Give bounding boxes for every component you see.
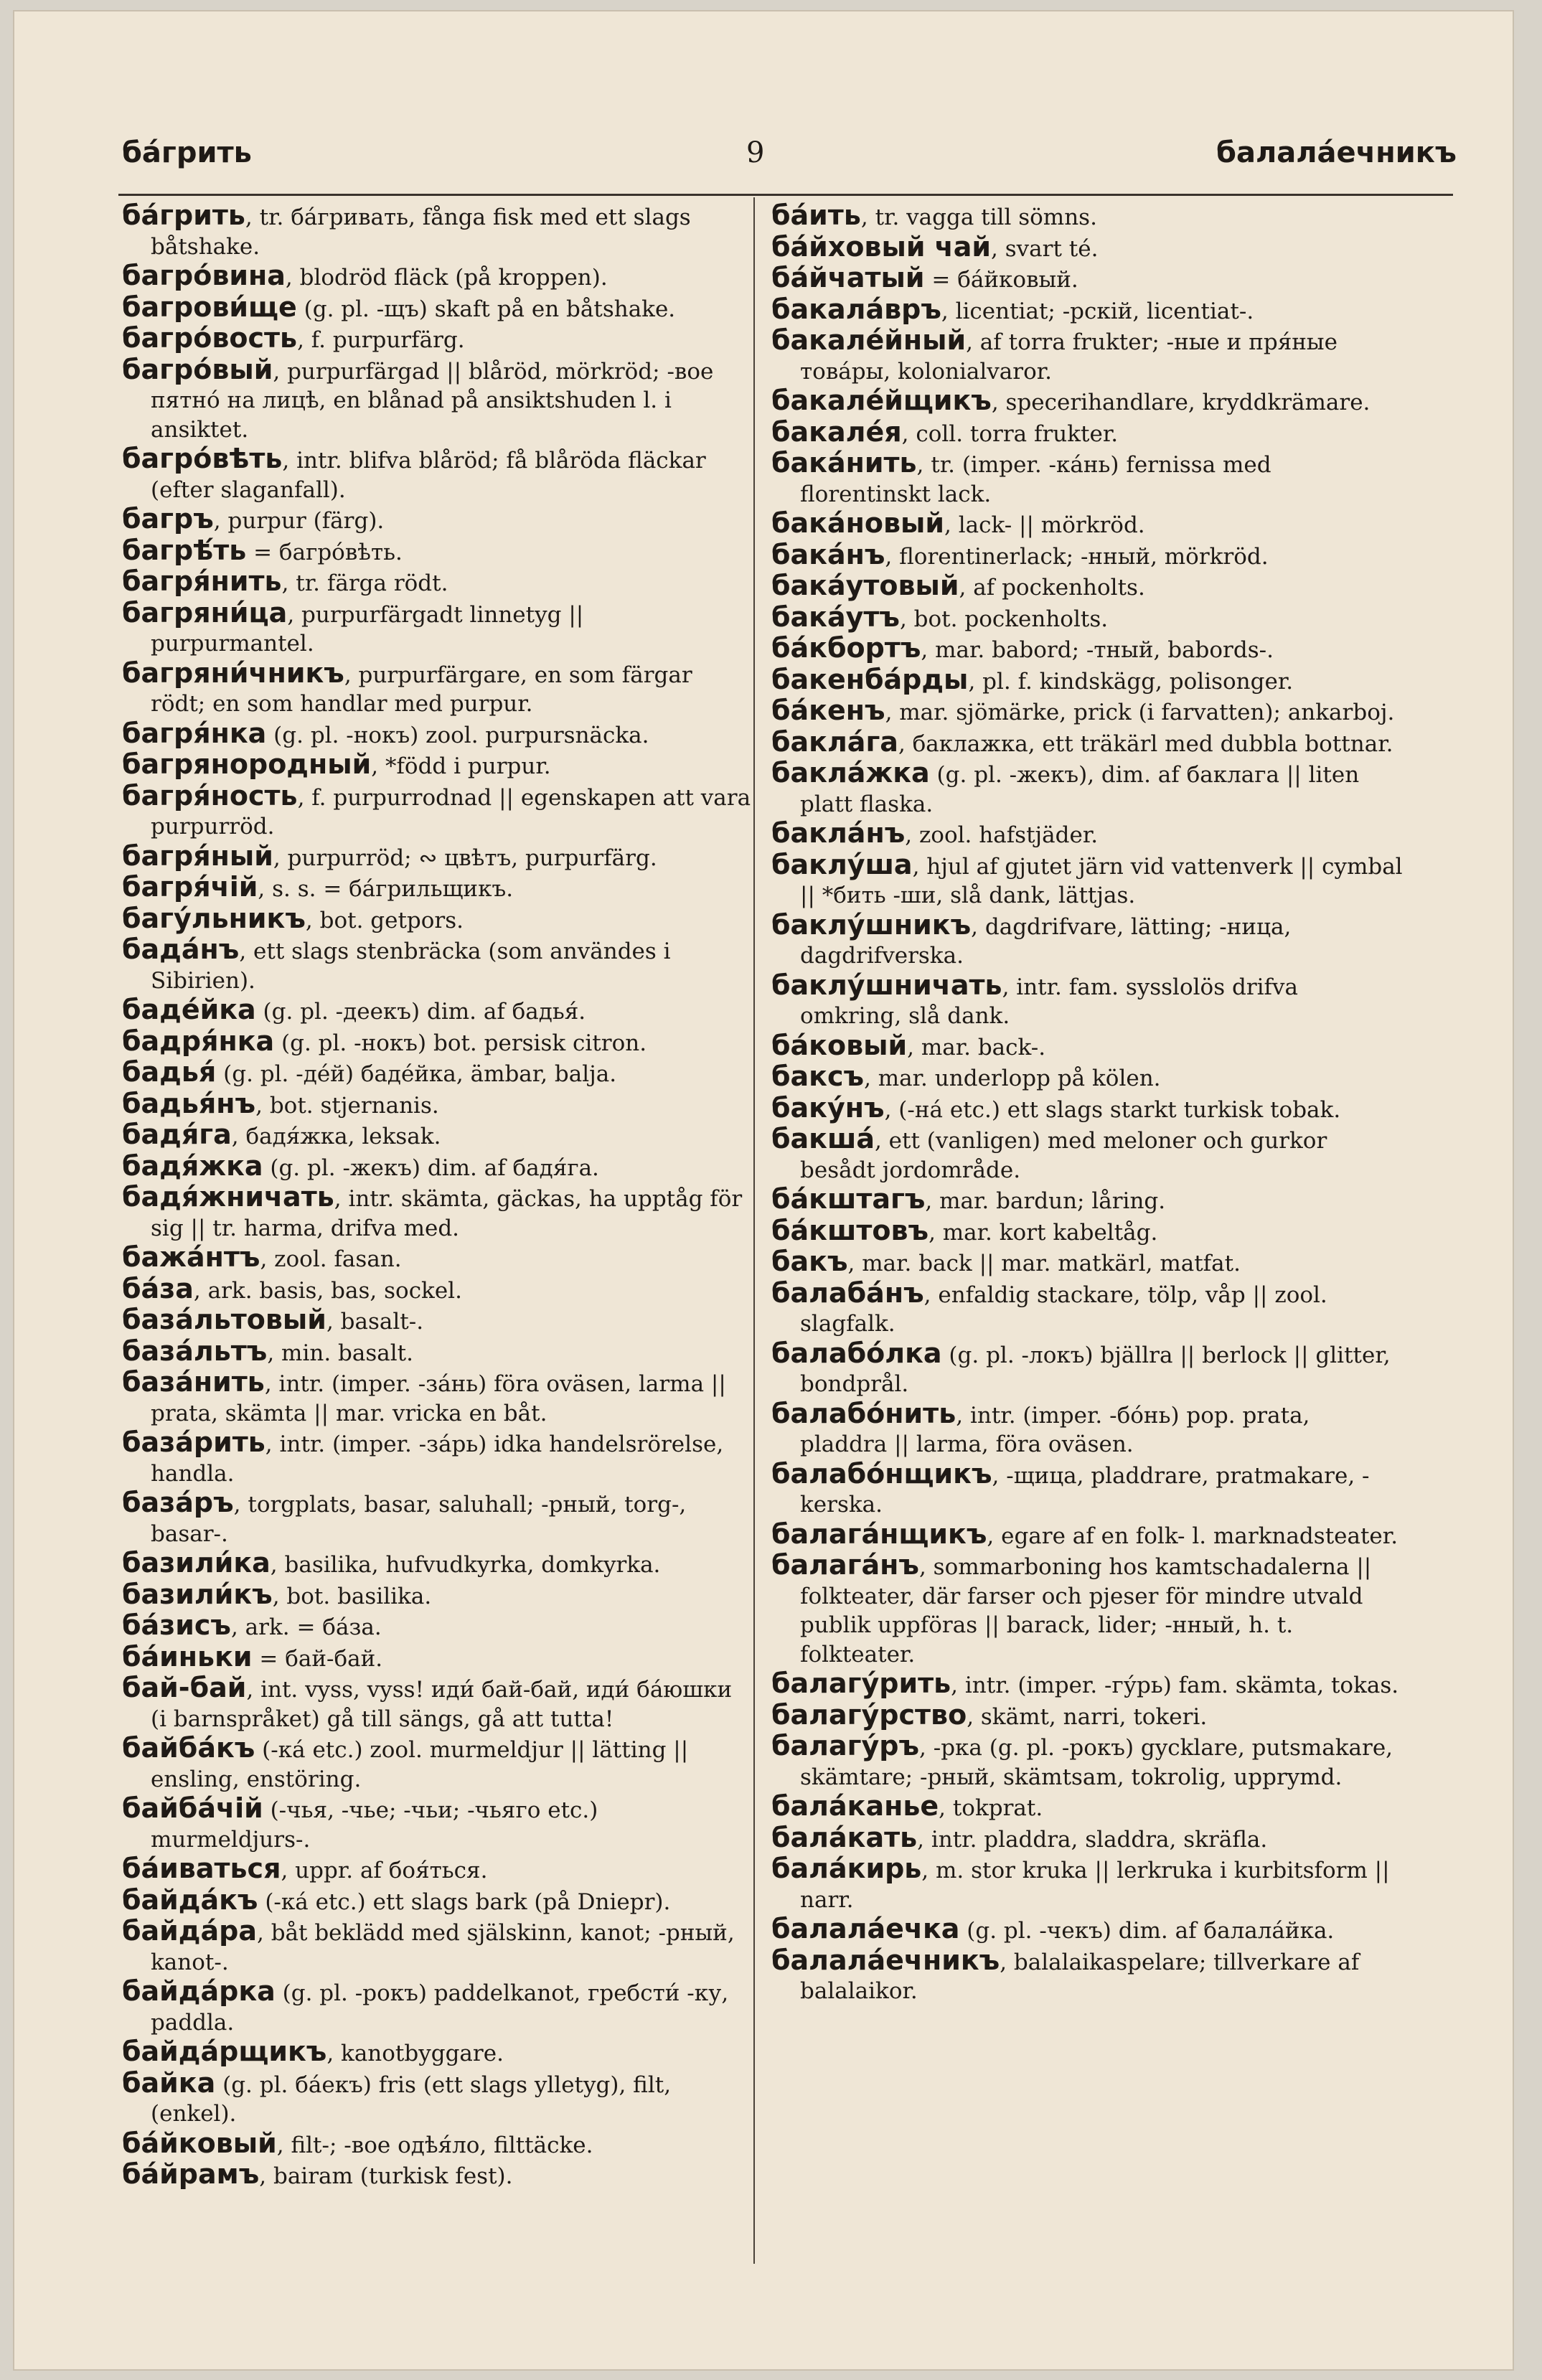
entry-definition: , min. basalt. (267, 1340, 413, 1366)
dictionary-entry (122, 1305, 753, 1337)
entry-headword: бакла́жка (771, 757, 930, 789)
dictionary-entry (771, 665, 1403, 697)
dictionary-entry (122, 2066, 753, 2129)
dictionary-entry (122, 1368, 753, 1428)
entry-definition: , egare af en folk- l. marknadsteater. (987, 1523, 1398, 1549)
dictionary-entry (771, 1669, 1403, 1701)
entry-headword: базили́ка (122, 1547, 271, 1579)
dictionary-entry (122, 935, 753, 995)
entry-definition: , mar. back || mar. matkärl, matfat. (847, 1251, 1241, 1276)
entry-definition: , m. stor kruka || lerkruka i kurbitsform || narr. (800, 1858, 1390, 1913)
dictionary-entry (771, 850, 1403, 911)
entry-headword: бакале́я (771, 415, 902, 448)
dictionary-entry (771, 1399, 1403, 1459)
dictionary-entry (771, 540, 1403, 572)
entry-definition: (g. pl. -де́й) баде́йка, ämbar, balja. (216, 1061, 617, 1087)
entry-headword: байда́рка (122, 1975, 276, 2007)
dictionary-entry (771, 908, 1403, 971)
dictionary-entry (122, 598, 753, 659)
entry-definition: , f. purpurfärg. (297, 327, 465, 353)
entry-headword: бакала́връ (771, 293, 941, 325)
dictionary-entry (122, 355, 753, 445)
entry-definition: , lack- || mörkröd. (944, 512, 1145, 538)
dictionary-entry (122, 1149, 753, 1183)
dictionary-entry (122, 1734, 753, 1794)
entry-definition: , intr. fam. sysslolös drifva omkring, slå dank. (800, 974, 1299, 1029)
entry-definition: , intr. (imper. -гу́рь) fam. skämta, tokas. (951, 1673, 1399, 1698)
entry-definition: (g. pl. -жекъ) dim. af бадя́га. (263, 1154, 599, 1181)
dictionary-entry (771, 386, 1403, 418)
dictionary-entry (771, 295, 1403, 326)
entry-headword: байка (122, 2066, 216, 2099)
entry-definition: , purpurröd; ∾ цвѣтъ, purpurfärg. (273, 845, 657, 871)
entry-headword: балабо́нить (771, 1397, 956, 1429)
page-number: 9 (746, 136, 765, 169)
entry-headword: ба́грить (122, 199, 245, 231)
entry-definition: , bairam (turkisk fest). (259, 2163, 513, 2189)
entry-headword: ба́иньки (122, 1640, 253, 1673)
entry-definition: (g. pl. -деекъ) dim. af бадья́. (255, 999, 586, 1025)
entry-definition: , ett slags stenbräcka (som användes i Sibirien). (151, 939, 671, 994)
entry-headword: байда́рщикъ (122, 2036, 327, 2067)
entry-headword: багро́вость (122, 322, 298, 354)
entry-headword: байба́къ (122, 1732, 255, 1764)
entry-headword: ба́йховый чай (771, 230, 992, 263)
entry-headword: бала́кать (771, 1821, 918, 1853)
entry-headword: баксъ (771, 1060, 865, 1092)
entry-definition: , zool. fasan. (260, 1246, 402, 1272)
entry-definition: , intr. (imper. -бо́нь) pop. prata, pladdra || larma, föra oväsen. (800, 1402, 1310, 1457)
entry-headword: балабо́лка (771, 1337, 942, 1369)
dictionary-entry (771, 725, 1403, 759)
entry-headword: балала́ечка (771, 1913, 960, 1944)
entry-definition: , dagdrifvare, lätting; -ница, dagdrifverska. (800, 913, 1292, 969)
entry-definition: , f. purpurrodnad || egenskapen att vara purpurröd. (151, 784, 751, 839)
dictionary-entry (771, 1276, 1403, 1339)
dictionary-entry (771, 571, 1403, 603)
entry-headword: бала́кирь (771, 1853, 922, 1884)
entry-definition: (-чья, -чье; -чьи; -чьяго etc.) murmeldjurs-. (151, 1797, 598, 1853)
entry-headword: бакла́нъ (771, 817, 906, 849)
entry-definition: , -щица, pladdrare, pratmakare, -kerska. (800, 1462, 1370, 1518)
entry-headword: ба́кенъ (771, 695, 885, 726)
dictionary-entry (771, 758, 1403, 819)
entry-definition: , torgplats, basar, saluhall; -рный, torg-, basar-. (151, 1492, 687, 1547)
entry-definition: (g. pl. -локъ) bjällra || berlock || glitter, bondprål. (800, 1342, 1391, 1397)
entry-definition: , purpurfärgadt linnetyg || purpurmantel. (151, 601, 584, 657)
dictionary-entry (771, 634, 1403, 665)
dictionary-entry (122, 444, 753, 504)
entry-headword: бадья́ (122, 1056, 217, 1088)
entry-headword: ба́ить (771, 199, 861, 231)
entry-definition: , florentinerlack; -нный, mörkröd. (885, 543, 1269, 570)
dictionary-entry (122, 1243, 753, 1274)
entry-definition: (g. pl. -нокъ) bot. persisk citron. (274, 1030, 647, 1056)
entry-headword: база́льтовый (122, 1304, 326, 1335)
entry-definition: (g. pl. -щъ) skaft på en båtshake. (296, 296, 676, 322)
entry-definition: , af torra frukter; -ные и пря́ные това́ры, kolonialvaror. (800, 329, 1338, 385)
entry-definition: , svart té. (991, 235, 1099, 262)
entry-headword: багря́нка (122, 717, 267, 749)
dictionary-entry (122, 1058, 753, 1089)
entry-definition: , mar. sjömärke, prick (i farvatten); ankarboj. (885, 700, 1395, 725)
entry-headword: баклу́шникъ (771, 908, 972, 941)
dictionary-entry (771, 1731, 1403, 1792)
entry-headword: багрѣ́ть (122, 534, 247, 566)
dictionary-entry (122, 1182, 753, 1243)
entry-headword: бай-бай (122, 1672, 247, 1703)
column-divider (753, 197, 755, 2264)
entry-headword: баклу́ша (771, 848, 913, 880)
entry-headword: балабо́нщикъ (771, 1457, 992, 1490)
entry-headword: балаба́нъ (771, 1276, 924, 1309)
dictionary-entry (771, 603, 1403, 634)
dictionary-entry (771, 1216, 1403, 1248)
entry-headword: багряни́чникъ (122, 657, 344, 689)
entry-headword: бакале́йщикъ (771, 385, 992, 416)
dictionary-entry (122, 872, 753, 904)
entry-headword: байда́къ (122, 1883, 258, 1916)
entry-headword: байба́чій (122, 1792, 263, 1824)
dictionary-entry (122, 1673, 753, 1734)
dictionary-entry (122, 261, 753, 293)
dictionary-entry (122, 1794, 753, 1854)
entry-headword: ба́йрамъ (122, 2158, 260, 2190)
entry-headword: бадья́нъ (122, 1087, 256, 1119)
entry-headword: багу́льникъ (122, 902, 306, 934)
entry-definition: , ark. = ба́за. (230, 1614, 382, 1640)
dictionary-entry (122, 504, 753, 536)
dictionary-entry (771, 415, 1403, 449)
entry-headword: ба́йчатый (771, 262, 925, 293)
entry-definition: = бай-бай. (252, 1645, 383, 1672)
dictionary-entry (771, 1124, 1403, 1185)
entry-definition: , hjul af gjutet järn vid vattenverk || cymbal || *бить -ши, slå dank, lättjas. (800, 853, 1403, 908)
dictionary-entry (771, 448, 1403, 509)
entry-definition: = ба́йковый. (924, 267, 1078, 293)
entry-headword: багря́нить (122, 565, 282, 597)
dictionary-entry (122, 293, 753, 324)
dictionary-entry (771, 201, 1403, 232)
entry-definition: , specerihandlare, kryddkrämare. (991, 390, 1371, 415)
entry-definition: , intr. (imper. -за́рь) idka handelsrörelse, handla. (151, 1431, 724, 1487)
dictionary-entry (771, 1854, 1403, 1914)
entry-definition: , licentiat; -рскій, licentiat-. (941, 298, 1254, 324)
entry-definition: , filt-; -вое одѣя́ло, filttäcke. (276, 2132, 593, 2158)
entry-definition: , basalt-. (326, 1309, 424, 1335)
entry-headword: ба́кштовъ (771, 1214, 929, 1246)
entry-headword: бадя́га (122, 1119, 232, 1150)
entry-headword: бакъ (771, 1246, 848, 1277)
dictionary-entry (122, 719, 753, 751)
dictionary-entry (771, 1946, 1403, 2006)
dictionary-entry (771, 971, 1403, 1031)
entry-definition: , blodröd fläck (på kroppen). (285, 265, 608, 291)
entry-headword: багро́вина (122, 260, 286, 291)
dictionary-entry (771, 1339, 1403, 1399)
entry-headword: баклу́шничать (771, 969, 1002, 1001)
entry-definition: , intr. pladdra, sladdra, skräfla. (917, 1826, 1268, 1853)
dictionary-entry (122, 1120, 753, 1152)
entry-definition: , bot. stjernanis. (255, 1092, 439, 1119)
dictionary-entry (771, 1520, 1403, 1551)
entry-headword: база́ръ (122, 1487, 234, 1518)
entry-headword: бака́утовый (771, 570, 959, 601)
entry-headword: багро́вый (122, 353, 273, 385)
entry-definition: , bot. getpors. (305, 907, 464, 933)
entry-definition: , -рка (g. pl. -рокъ) gycklare, putsmakare, skämtare; -рный, skämtsam, tokrolig, upprymd. (800, 1735, 1393, 1790)
entry-definition: , intr. skämta, gäckas, ha upptåg för sig || tr. harma, drifva med. (151, 1186, 743, 1241)
entry-headword: база́льтъ (122, 1335, 268, 1367)
entry-headword: баде́йка (122, 994, 256, 1025)
dictionary-entry (122, 1977, 753, 2037)
entry-definition: (g. pl. -жекъ), dim. af баклага || liten platt flaska. (800, 762, 1360, 817)
dictionary-entry (122, 1027, 753, 1058)
entry-definition: , balalaikaspelare; tillverkare af balalaikor. (800, 1949, 1360, 2004)
dictionary-entry (771, 819, 1403, 850)
entry-definition: , mar. bardun; låring. (925, 1188, 1166, 1214)
dictionary-entry (771, 1792, 1403, 1823)
entry-definition: , pl. f. kindskägg, polisonger. (968, 668, 1294, 695)
dictionary-entry (771, 1459, 1403, 1520)
left-column (122, 201, 753, 2191)
entry-headword: багряни́ца (122, 596, 288, 629)
entry-headword: балагу́рство (771, 1698, 967, 1731)
dictionary-entry (122, 201, 753, 261)
dictionary-entry (771, 1698, 1403, 1732)
entry-definition: (-ка́ etc.) zool. murmeldjur || lätting || ensling, enstöring. (151, 1737, 689, 1792)
dictionary-entry (122, 1642, 753, 1674)
entry-definition: , purpur (färg). (213, 508, 385, 534)
entry-definition: , ark. basis, bas, sockel. (193, 1277, 462, 1304)
entry-definition: , int. vyss, vyss! иди́ бай-бай, иди́ ба́юшки (i barnspråket) gå till sängs, gå att tutta! (151, 1677, 733, 1732)
entry-definition: , båt beklädd med själskinn, kanot; -рный, kanot-. (151, 1920, 735, 1975)
entry-definition: , tr. färga rödt. (281, 570, 448, 596)
entry-definition: , mar. back-. (907, 1034, 1046, 1060)
entry-definition: (g. pl. -нокъ) zool. purpursnäcka. (266, 722, 649, 748)
entry-definition: , tr. (imper. -ка́нь) fernissa med florentinskt lack. (800, 452, 1271, 507)
dictionary-entry (771, 509, 1403, 540)
dictionary-entry (771, 696, 1403, 728)
dictionary-entry (771, 1093, 1403, 1125)
entry-headword: бакша́ (771, 1123, 875, 1154)
dictionary-entry (122, 995, 753, 1027)
entry-headword: ба́за (122, 1272, 194, 1304)
dictionary-entry (122, 1883, 753, 1917)
entry-definition: , uppr. af боя́ться. (281, 1858, 488, 1883)
entry-headword: багря́ность (122, 779, 298, 812)
dictionary-entry (771, 1823, 1403, 1855)
entry-headword: бака́новый (771, 507, 945, 539)
dictionary-entry (771, 1247, 1403, 1279)
entry-definition: , af pockenholts. (959, 575, 1145, 601)
entry-definition: (g. pl. -чекъ) dim. af балала́йка. (959, 1918, 1335, 1944)
page-header (108, 136, 1457, 187)
dictionary-entry (771, 326, 1403, 386)
entry-definition: , tokprat. (939, 1795, 1043, 1821)
entry-headword: балала́ечникъ (771, 1944, 1000, 1976)
entry-headword: ба́зисъ (122, 1609, 231, 1641)
entry-definition: , basilika, hufvudkyrka, domkyrka. (270, 1552, 661, 1578)
dictionary-entry (771, 1185, 1403, 1216)
header-rule (118, 194, 1453, 196)
dictionary-entry (771, 1551, 1403, 1669)
entry-headword: бадря́нка (122, 1025, 275, 1057)
entry-headword: бака́утъ (771, 601, 900, 633)
entry-definition: , zool. hafstjäder. (905, 822, 1099, 848)
dictionary-entry (771, 263, 1403, 295)
dictionary-entry (122, 1337, 753, 1368)
entry-headword: багря́ный (122, 839, 273, 872)
right-column (771, 201, 1403, 2006)
entry-headword: ба́иваться (122, 1853, 281, 1884)
dictionary-entry (122, 567, 753, 598)
entry-definition: , sommarboning hos kamtschadalerna || folkteater, där farser och pjeser för mindre utvald publik uppföras || barack, lider; -нный, h. t. folkteater. (800, 1554, 1372, 1668)
dictionary-entry (122, 1854, 753, 1886)
entry-definition: , ett (vanligen) med meloner och gurkor besådt jordområde. (800, 1128, 1327, 1183)
entry-headword: байда́ра (122, 1915, 257, 1947)
dictionary-entry (122, 839, 753, 873)
entry-headword: бадя́жка (122, 1149, 263, 1182)
entry-headword: бака́нить (771, 447, 917, 479)
dictionary-entry (122, 1611, 753, 1642)
entry-headword: бакла́га (771, 725, 898, 758)
dictionary-entry (122, 1580, 753, 1612)
dictionary-entry (122, 2160, 753, 2191)
entry-headword: багрянородный (122, 748, 372, 780)
entry-headword: ба́кбортъ (771, 632, 921, 664)
dictionary-entry (122, 904, 753, 936)
entry-headword: база́рить (122, 1426, 265, 1458)
entry-headword: ба́кштагъ (771, 1183, 926, 1215)
dictionary-entry (122, 1916, 753, 1977)
entry-definition: , tr. vagga till sömns. (860, 204, 1097, 230)
entry-definition: , mar. babord; -тный, babords-. (921, 637, 1274, 663)
dictionary-entry (771, 1914, 1403, 1946)
entry-definition: , s. s. = ба́грильщикъ. (258, 876, 514, 902)
entry-headword: багря́чій (122, 871, 258, 903)
entry-headword: бакенба́рды (771, 663, 969, 695)
entry-headword: багро́вѣть (122, 443, 283, 474)
dictionary-entry (122, 1089, 753, 1121)
entry-definition: , coll. torra frukter. (901, 420, 1119, 447)
dictionary-entry (122, 2129, 753, 2160)
entry-definition: , intr. (imper. -за́нь) föra oväsen, larma || prata, skämta || mar. vricka en båt. (151, 1371, 726, 1426)
entry-headword: бакале́йный (771, 324, 967, 356)
entry-headword: ба́йковый (122, 2127, 277, 2159)
dictionary-entry (122, 750, 753, 781)
entry-definition: , баклажка, ett träkärl med dubbla bottnar. (898, 730, 1393, 757)
entry-definition: (g. pl. ба́екъ) fris (ett slags ylletyg), filt, (enkel). (151, 2071, 672, 2127)
entry-definition: , intr. blifva blåröd; få blåröda fläckar (efter slaganfall). (151, 448, 706, 503)
entry-headword: багръ (122, 503, 214, 535)
entry-definition: = багро́вѣть. (246, 539, 403, 565)
entry-definition: , *född i purpur. (371, 753, 551, 779)
entry-definition: (g. pl. -рокъ) paddelkanot, гребсти́ -ку, paddla. (151, 1980, 729, 2036)
entry-definition: , mar. underlopp på kölen. (864, 1066, 1161, 1091)
dictionary-entry (122, 1488, 753, 1548)
entry-headword: балагу́ръ (771, 1730, 920, 1762)
entry-definition: , enfaldig stackare, tölp, våp || zool. slagfalk. (800, 1281, 1327, 1337)
entry-headword: базили́къ (122, 1578, 273, 1610)
entry-headword: балага́нъ (771, 1549, 919, 1581)
dictionary-entry (122, 324, 753, 355)
dictionary-entry (122, 659, 753, 719)
entry-definition: , tr. ба́гривать, fånga fisk med ett slags båtshake. (151, 204, 691, 260)
entry-headword: баку́нъ (771, 1091, 885, 1124)
entry-headword: бала́канье (771, 1790, 939, 1822)
header-right-guideword: балала́ечникъ (1216, 136, 1457, 169)
dictionary-entry (122, 1274, 753, 1306)
entry-headword: багрови́ще (122, 291, 297, 323)
entry-definition: , purpurfärgare, en som färgar rödt; en som handlar med purpur. (151, 662, 692, 717)
dictionary-entry (122, 1428, 753, 1488)
dictionary-entry (122, 1548, 753, 1580)
entry-definition: , skämt, narri, tokeri. (967, 1703, 1208, 1730)
entry-definition: (-ка́ etc.) ett slags bark (på Dniepr). (258, 1889, 671, 1915)
dictionary-entry (771, 1031, 1403, 1063)
entry-headword: ба́ковый (771, 1029, 908, 1061)
entry-headword: балагу́рить (771, 1668, 951, 1699)
entry-headword: база́нить (122, 1366, 265, 1398)
entry-definition: , kanotbyggare. (326, 2041, 504, 2066)
entry-definition: , purpurfärgad || blåröd, mörkröd; -вое пятно́ на лицѣ, en blånad på ansiktshuden l. i ansiktet. (151, 358, 714, 443)
entry-definition: , бадя́жка, leksak. (231, 1124, 441, 1149)
entry-headword: бажа́нтъ (122, 1241, 260, 1273)
entry-headword: бака́нъ (771, 538, 885, 570)
header-left-guideword: ба́грить (122, 136, 252, 169)
entry-definition: , bot. pockenholts. (899, 606, 1109, 632)
dictionary-entry (771, 1062, 1403, 1093)
dictionary-entry (122, 536, 753, 568)
entry-headword: бада́нъ (122, 933, 240, 965)
entry-definition: , bot. basilika. (272, 1583, 432, 1609)
dictionary-entry (771, 232, 1403, 264)
dictionary-entry (122, 781, 753, 842)
dictionary-entry (122, 2037, 753, 2069)
entry-headword: балага́нщикъ (771, 1518, 987, 1550)
entry-definition: , mar. kort kabeltåg. (929, 1219, 1158, 1246)
entry-headword: бадя́жничать (122, 1181, 334, 1213)
entry-definition: , (-на́ etc.) ett slags starkt turkisk tobak. (884, 1096, 1341, 1123)
